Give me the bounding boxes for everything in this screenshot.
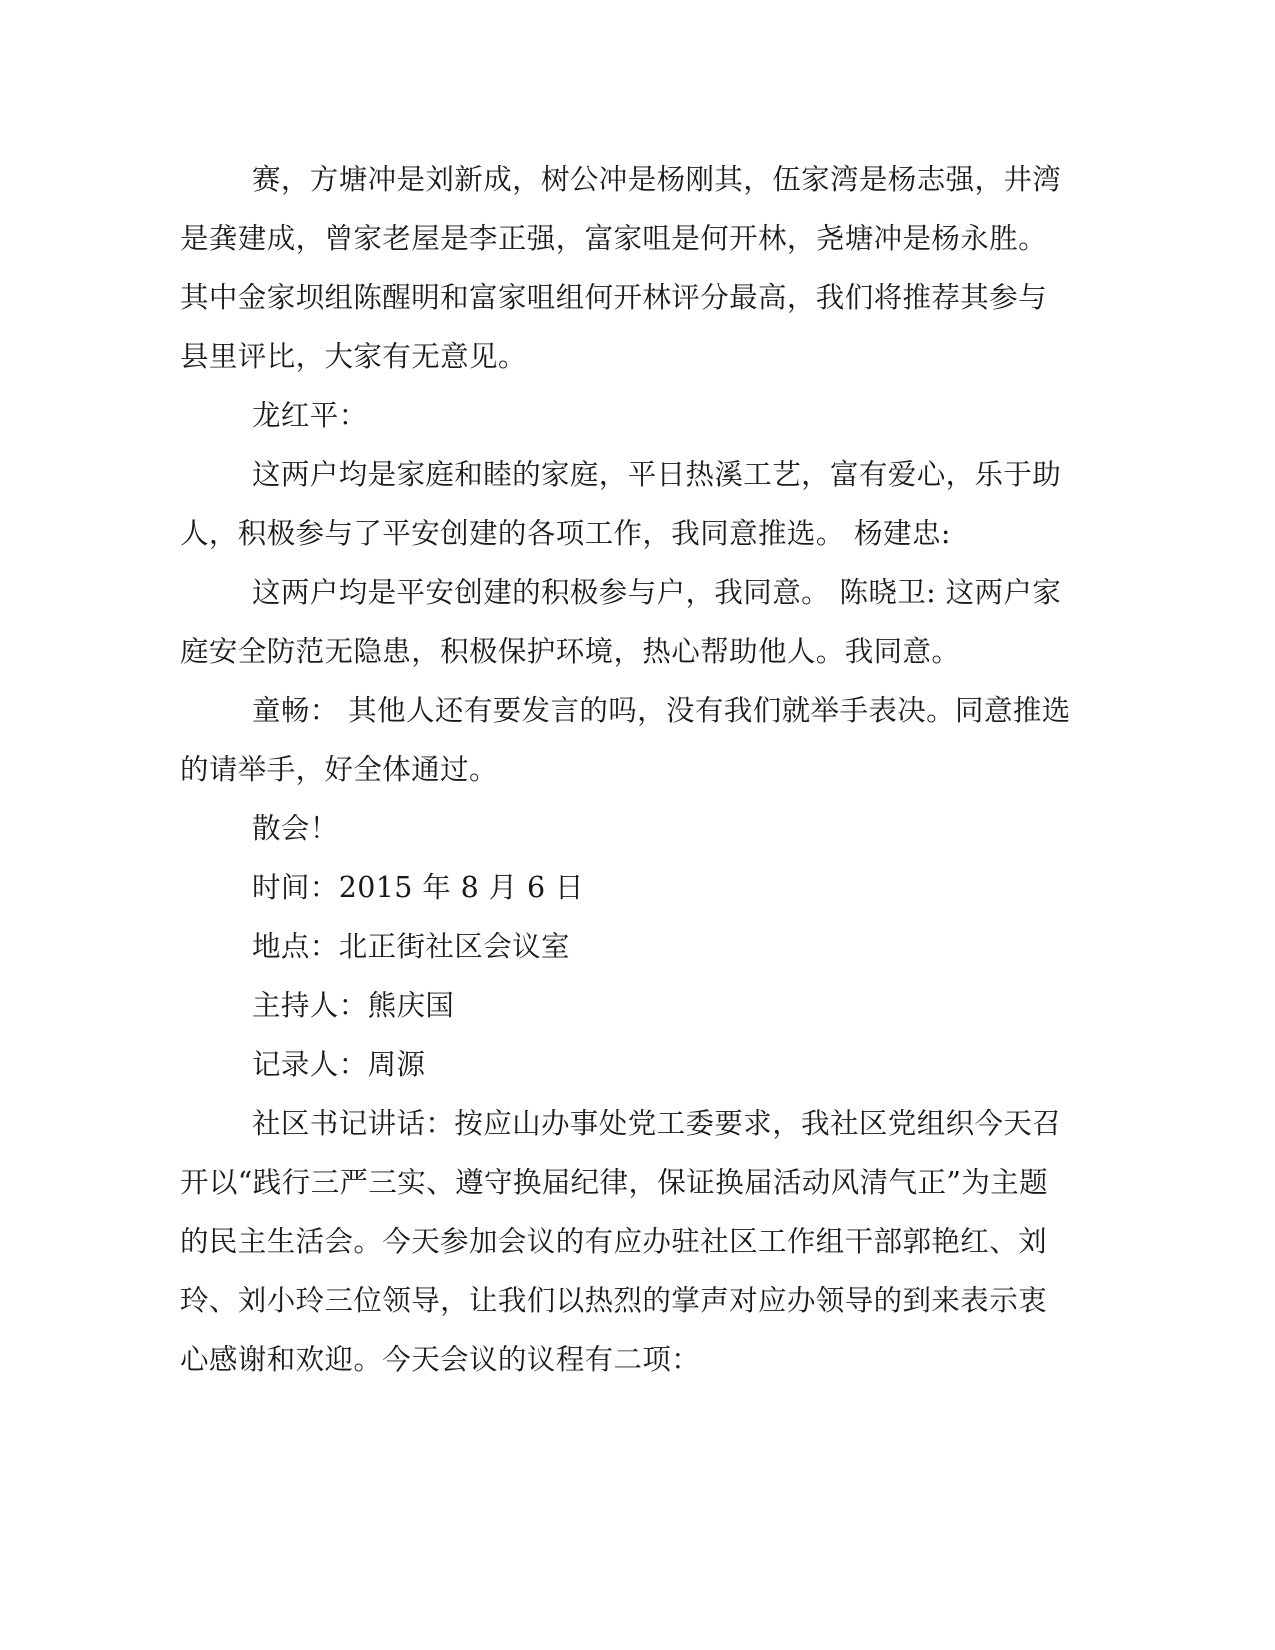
paragraph-line: 庭安全防范无隐患，积极保护环境，热心帮助他人。我同意。 bbox=[180, 635, 961, 668]
meeting-recorder: 记录人：周源 bbox=[252, 1048, 426, 1081]
paragraph-line: 县里评比，大家有无意见。 bbox=[180, 340, 527, 373]
paragraph-line: 心感谢和欢迎。今天会议的议程有二项： bbox=[180, 1343, 701, 1376]
paragraph-line: 的请举手，好全体通过。 bbox=[180, 753, 498, 786]
paragraph-line: 赛，方塘冲是刘新成，树公冲是杨刚其，伍家湾是杨志强，井湾 bbox=[252, 163, 1062, 196]
speaker-label: 龙红平： bbox=[252, 399, 368, 432]
paragraph-line: 的民主生活会。今天参加会议的有应办驻社区工作组干部郭艳红、刘 bbox=[180, 1225, 1048, 1258]
paragraph-line: 玲、刘小玲三位领导，让我们以热烈的掌声对应办领导的到来表示衷 bbox=[180, 1284, 1048, 1317]
paragraph-line: 其中金家坝组陈醒明和富家咀组何开林评分最高，我们将推荐其参与 bbox=[180, 281, 1048, 314]
meeting-close: 散会！ bbox=[252, 812, 339, 845]
paragraph-line: 社区书记讲话：按应山办事处党工委要求，我社区党组织今天召 bbox=[252, 1107, 1062, 1140]
meeting-location: 地点：北正街社区会议室 bbox=[252, 930, 570, 963]
meeting-host: 主持人：熊庆国 bbox=[252, 989, 455, 1022]
paragraph-line: 人，积极参与了平安创建的各项工作，我同意推选。 杨建忠: bbox=[180, 517, 951, 550]
paragraph-line: 这两户均是家庭和睦的家庭，平日热溪工艺，富有爱心，乐于助 bbox=[252, 458, 1062, 491]
paragraph-line: 是龚建成，曾家老屋是李正强，富家咀是何开林，尧塘冲是杨永胜。 bbox=[180, 222, 1048, 255]
paragraph-line: 这两户均是平安创建的积极参与户，我同意。 陈晓卫: 这两户家 bbox=[252, 576, 1062, 609]
paragraph-line: 开以“践行三严三实、遵守换届纪律，保证换届活动风清气正”为主题 bbox=[180, 1166, 1049, 1199]
paragraph-line: 童畅： 其他人还有要发言的吗，没有我们就举手表决。同意推选 bbox=[252, 694, 1071, 727]
meeting-time: 时间：2015 年 8 月 6 日 bbox=[252, 871, 584, 904]
